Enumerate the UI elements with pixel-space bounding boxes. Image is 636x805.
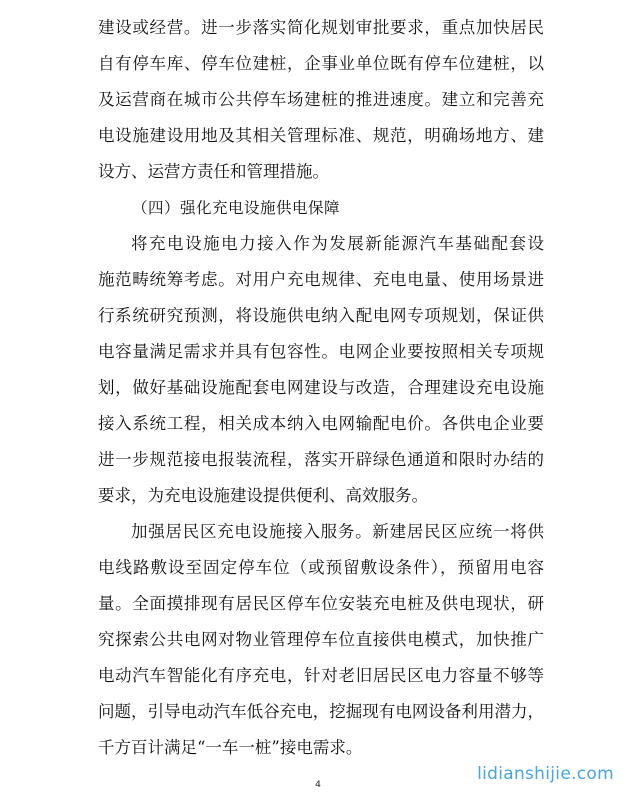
text-line: 电线路敷设至固定停车位（或预留敷设条件），预留用电容 bbox=[98, 558, 544, 577]
text-line: 将充电设施电力接入作为发展新能源汽车基础配套设 bbox=[131, 234, 544, 253]
text-line: 施范畴统筹考虑。对用户充电规律、充电电量、使用场景进 bbox=[98, 270, 544, 289]
text-line: 电容量满足需求并具有包容性。电网企业要按照相关专项规 bbox=[98, 342, 544, 361]
text-line: 及运营商在城市公共停车场建桩的推进速度。建立和完善充 bbox=[98, 90, 544, 109]
text-line: 划，做好基础设施配套电网建设与改造，合理建设充电设施 bbox=[98, 378, 544, 397]
text-line: 量。全面摸排现有居民区停车位安装充电桩及供电现状，研 bbox=[98, 594, 544, 613]
text-line: 加强居民区充电设施接入服务。新建居民区应统一将供 bbox=[131, 522, 544, 541]
text-line: 进一步规范接电报装流程，落实开辟绿色通道和限时办结的 bbox=[98, 450, 544, 469]
text-line: 设方、运营方责任和管理措施。 bbox=[98, 162, 329, 181]
text-line: 接入系统工程，相关成本纳入电网输配电价。各供电企业要 bbox=[98, 414, 544, 433]
text-line: 自有停车库、停车位建桩，企事业单位既有停车位建桩，以 bbox=[98, 54, 544, 73]
page-number: 4 bbox=[315, 780, 321, 790]
text-line: 千方百计满足“一车一桩”接电需求。 bbox=[98, 738, 363, 757]
document-body bbox=[98, 10, 544, 766]
text-line: 要求，为充电设施建设提供便利、高效服务。 bbox=[98, 486, 428, 505]
text-line: 行系统研究预测，将设施供电纳入配电网专项规划，保证供 bbox=[98, 306, 544, 325]
site-watermark: lidianshijie.com bbox=[477, 764, 614, 784]
text-line: 电设施建设用地及其相关管理标准、规范，明确场地方、建 bbox=[98, 126, 544, 145]
text-line: 问题，引导电动汽车低谷充电，挖掘现有电网设备利用潜力， bbox=[98, 702, 544, 721]
section-heading: （四）强化充电设施供电保障 bbox=[132, 199, 341, 217]
text-line: 建设或经营。进一步落实简化规划审批要求，重点加快居民 bbox=[98, 18, 544, 37]
text-line: 究探索公共电网对物业管理停车位直接供电模式，加快推广 bbox=[98, 630, 544, 649]
text-line: 电动汽车智能化有序充电，针对老旧居民区电力容量不够等 bbox=[98, 666, 544, 685]
